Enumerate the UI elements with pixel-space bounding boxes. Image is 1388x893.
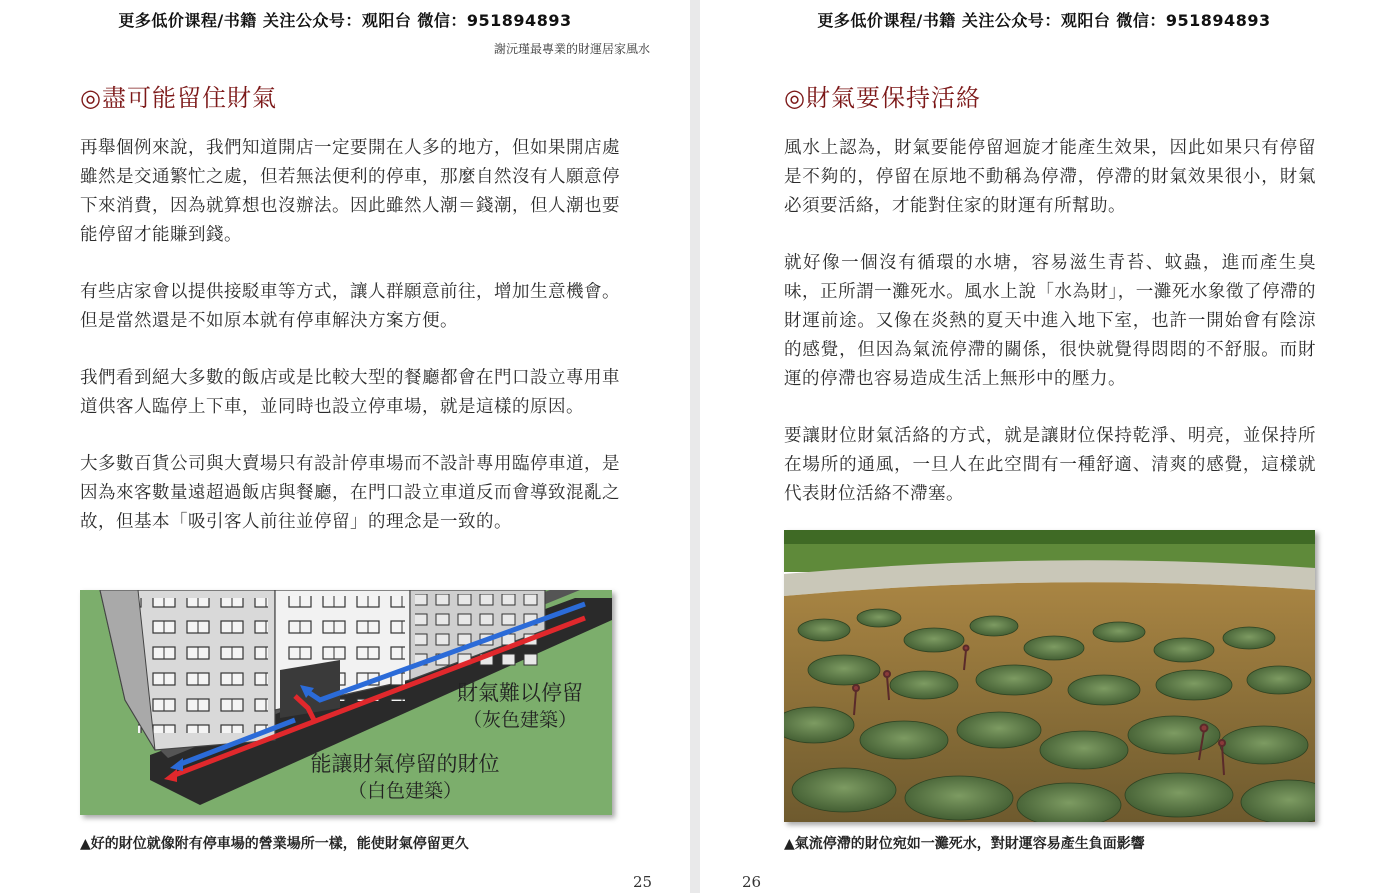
watermark-banner: 更多低价课程/书籍 关注公众号：观阳台 微信：951894893 [817,11,1271,30]
figure-caption: ▲好的財位就像附有停車場的營業場所一樣，能使財氣停留更久 [80,836,469,852]
watermark-banner: 更多低价课程/书籍 关注公众号：观阳台 微信：951894893 [118,11,572,30]
right-page [700,0,1388,893]
label-gray-building-title: 財氣難以停留 [457,681,583,705]
paragraph: 風水上認為，財氣要能停留迴旋才能產生效果，因此如果只有停留是不夠的，停留在原地不動稱為停滯，停滯的財氣效果很小，財氣必須要活絡，才能對住家的財運有所幫助。 [784,138,1316,216]
running-head: 謝沅瑾最專業的財運居家風水 [493,42,650,56]
body-text [80,134,620,565]
paragraph: 有些店家會以提供接駁車等方式，讓人群願意前往，增加生意機會。但是當然還是不如原本就有停車解決方案方便。 [80,282,620,331]
left-page [0,0,690,893]
figure-caption: ▲氣流停滯的財位宛如一灘死水，對財運容易產生負面影響 [784,836,1145,852]
paragraph: 大多數百貨公司與大賣場只有設計停車場而不設計專用臨停車道，是因為來客數量遠超過飯店與餐廳，在門口設立車道反而會導致混亂之故，但基本「吸引客人前往並停留」的理念是一致的。 [80,454,620,532]
paragraph: 就好像一個沒有循環的水塘，容易滋生青苔、蚊蟲，進而產生臭味，正所謂一灘死水。風水上說「水為財」，一灘死水象徵了停滯的財運前途。又像在炎熱的夏天中進入地下室，也許一開始會有陰涼的感覺，但因為氣流停滯的關係，很快就覺得悶悶的不舒服。而財運的停滯也容易造成生活上無形中的壓力。 [784,253,1316,389]
body-text [784,134,1316,537]
page-number: 26 [742,873,762,891]
paragraph: 再舉個例來說，我們知道開店一定要開在人多的地方，但如果開店處雖然是交通繁忙之處，但若無法便利的停車，那麼自然沒有人願意停下來消費，因為就算想也沒辦法。因此雖然人潮＝錢潮，但人潮也要能停留才能賺到錢。 [80,138,620,245]
paragraph: 我們看到絕大多數的飯店或是比較大型的餐廳都會在門口設立專用車道供客人臨停上下車，並同時也設立停車場，就是這樣的原因。 [80,368,620,417]
label-gray-building-subtitle: （灰色建築） [462,709,578,731]
section-heading: ◎盡可能留住財氣 [80,84,277,112]
parking-illustration [80,590,612,815]
label-white-building-title: 能讓財氣停留的財位 [310,752,500,776]
paragraph: 要讓財位財氣活絡的方式，就是讓財位保持乾淨、明亮，並保持所在場所的通風，一旦人在此空間有一種舒適、清爽的感覺，這樣就代表財位活絡不滯塞。 [784,426,1316,504]
section-heading: ◎財氣要保持活絡 [784,84,981,112]
page-number: 25 [633,873,653,891]
label-white-building-subtitle: （白色建築） [347,780,463,802]
stagnant-pond-photo [784,530,1315,822]
